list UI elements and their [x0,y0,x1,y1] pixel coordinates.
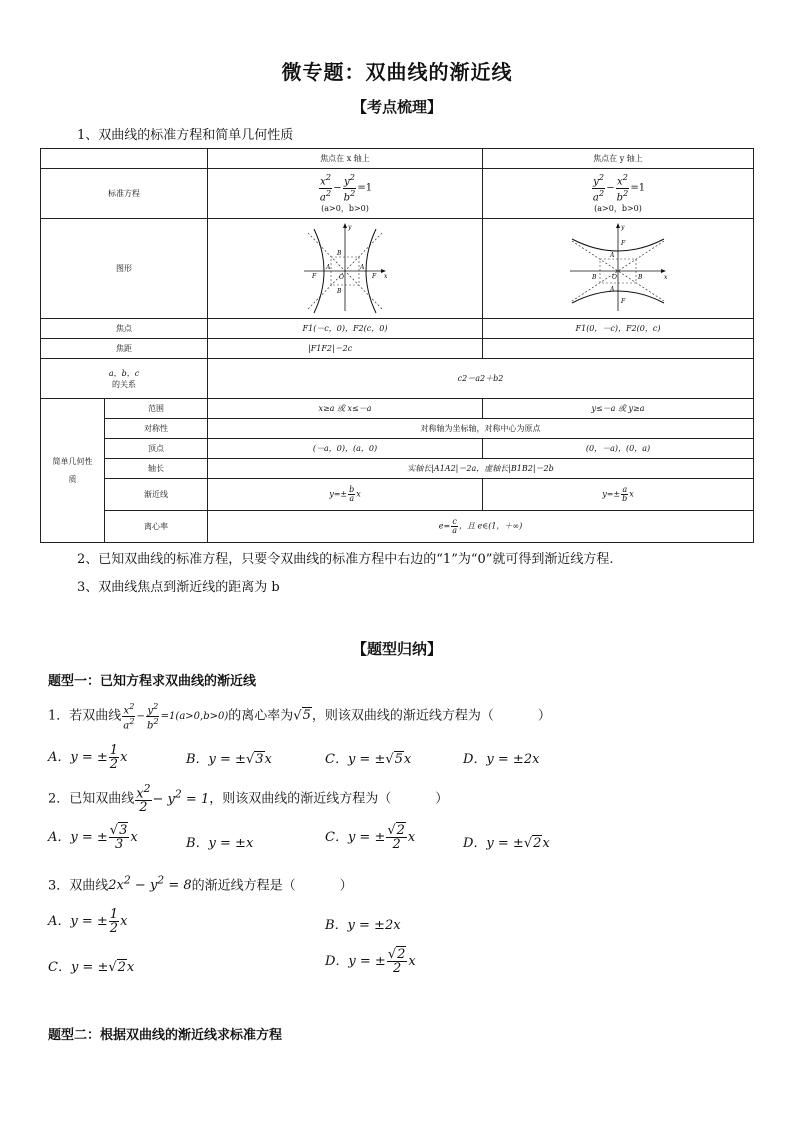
svg-text:B: B [337,287,342,295]
svg-text:A: A [360,263,365,271]
q1-option-a[interactable]: A．y = ± $\frac{1}{2}$ x [48,743,128,772]
q1-text-d: ） [537,708,551,724]
hyperbola-y-graph [566,221,670,315]
item-3-text: 3、双曲线焦点到渐近线的距离为 b [77,580,280,595]
q3-text-c: ） [339,878,353,894]
svg-text:x: x [384,272,388,280]
question-type-2-title: 题型二：根据双曲线的渐近线求标准方程 [48,1028,283,1043]
equation-y-formula: $\frac{y^2}{a^2}$ − $\frac{x^2}{b^2}$ =1 [592,172,646,203]
focal-distance-y-empty [483,339,754,359]
q2-option-d[interactable]: D．y = ±√2x [463,836,550,851]
eccentricity-range: ，且 e∈(1，＋∞) [459,521,523,531]
svg-text:F: F [621,297,626,305]
q1-option-c[interactable]: C．y = ±√5x [325,752,412,767]
item-1-text: 1、双曲线的标准方程和简单几何性质 [77,128,294,143]
standard-equation-x [208,169,483,219]
svg-text:B: B [638,273,643,281]
svg-text:O: O [612,273,617,281]
row-label-vertex: 顶点 [105,439,208,459]
hyperbola-x-graph [300,221,390,315]
row-label-symmetry: 对称性 [105,419,208,439]
table-corner-cell [41,149,208,169]
q1-option-d[interactable]: D．y = ±2x [463,752,540,767]
q3-option-b[interactable]: B．y = ±2x [325,918,401,933]
q1-text-b: 的离心率为 [228,708,294,724]
focus-y: F1(0，－c)，F2(0，c) [483,319,754,339]
row-label-focus: 焦点 [41,319,208,339]
symmetry: 对称轴为坐标轴，对称中心为原点 [208,419,754,439]
eccentricity: e= $\frac{c}{a}$ ，且 e∈(1，＋∞) [208,511,754,543]
equation-y-condition: (a>0，b>0) [594,203,642,213]
range-x: x≥a 或 x≤－a [208,399,483,419]
q3-text-b: 的渐近线方程是（ [191,878,296,894]
q2-text-a: 2．已知双曲线 [48,791,135,807]
hyperbola-properties-table [40,148,754,543]
focus-x: F1(－c，0)，F2(c，0) [208,319,483,339]
svg-text:B: B [337,249,342,257]
asymptote-y: y=± $\frac{a}{b}$ x [483,479,754,511]
row-label-asymptote: 渐近线 [105,479,208,511]
graph-y-cell [483,219,754,319]
range-y: y≤－a 或 y≥a [483,399,754,419]
row-label-eccentricity: 离心率 [105,511,208,543]
section-heading-key-points: 【考点梳理】 [351,98,442,116]
q3-option-a[interactable]: A．y = ± $\frac{1}{2}$ x [48,907,128,936]
svg-text:A: A [610,285,615,293]
q2-option-b[interactable]: B．y = ±x [186,836,254,851]
asymptote-x: y=± $\frac{b}{a}$ x [208,479,483,511]
group-label-geometric-properties [41,399,105,543]
q3-option-d[interactable]: D．y = ± $\frac{√2}{2}$ x [325,947,416,976]
svg-text:F: F [621,239,626,247]
abc-relation: c2＝a2＋b2 [208,359,754,399]
question-1: 1．若双曲线 $\frac{x^2}{a^2}$ − $\frac{y^2}{b^2}$ =1(a>0,b>0)的离心率为√5，则该双曲线的渐近线方程为（ ） [48,701,551,732]
row-label-abc-line2: 的关系 [112,379,136,389]
vertex-x: (－a，0)，(a，0) [208,439,483,459]
standard-equation-y [483,169,754,219]
equation-x-condition: (a>0，b>0) [321,203,369,213]
vertex-y: (0，－a)，(0，a) [483,439,754,459]
equation-x-formula: $\frac{x^2}{a^2}$ − $\frac{y^2}{b^2}$ =1 [319,172,373,203]
row-label-standard-equation: 标准方程 [41,169,208,219]
q1-option-b[interactable]: B．y = ±√3x [186,752,272,767]
header-focus-x: 焦点在 x 轴上 [208,149,483,169]
row-label-abc-line1: a，b，c [108,368,140,378]
svg-text:x: x [664,273,668,281]
q2-option-c[interactable]: C．y = ± $\frac{√2}{2}$ x [325,823,416,852]
header-focus-y: 焦点在 y 轴上 [483,149,754,169]
q1-text-c: ，则该双曲线的渐近线方程为（ [311,708,494,724]
q2-text-c: ） [435,791,449,807]
svg-text:y: y [621,223,625,231]
svg-text:y: y [348,223,352,231]
svg-text:A: A [326,263,331,271]
q1-text-a: 1．若双曲线 [48,708,122,724]
row-label-range: 范围 [105,399,208,419]
focal-distance: |F1F2|＝2c [208,339,483,359]
svg-text:F: F [312,272,317,280]
section-heading-question-types: 【题型归纳】 [351,640,442,658]
row-label-graph: 图形 [41,219,208,319]
row-label-axis-length: 轴长 [105,459,208,479]
item-2-text: 2、已知双曲线的标准方程，只要令双曲线的标准方程中右边的“1”为“0”就可得到渐近线方程. [77,552,614,567]
q3-text-a: 3．双曲线 [48,878,109,894]
q2-text-b: ，则该双曲线的渐近线方程为（ [209,791,392,807]
question-2: 2．已知双曲线 $\frac{x^2}{2}$ − $y^2 = 1$，则该双曲线的渐近线方程为（ ） [48,782,449,816]
svg-text:O: O [339,273,344,281]
row-label-abc [41,359,208,399]
question-3: 3．双曲线$2x^2 - y^2 = 8$的渐近线方程是（ ） [48,874,353,894]
group-label-text: 简单几何性质 [52,456,93,484]
page-title: 微专题：双曲线的渐近线 [281,60,513,84]
q2-option-a[interactable]: A．y = ± $\frac{√3}{3}$ x [48,823,138,852]
q3-option-c[interactable]: C．y = ±√2x [48,960,135,975]
graph-x-cell [208,219,483,319]
axis-length: 实轴长|A1A2|＝2a，虚轴长|B1B2|＝2b [208,459,754,479]
question-type-1-title: 题型一：已知方程求双曲线的渐近线 [48,674,257,689]
row-label-focal-distance: 焦距 [41,339,208,359]
svg-text:F: F [372,272,377,280]
svg-text:B: B [592,273,597,281]
svg-text:A: A [610,251,615,259]
